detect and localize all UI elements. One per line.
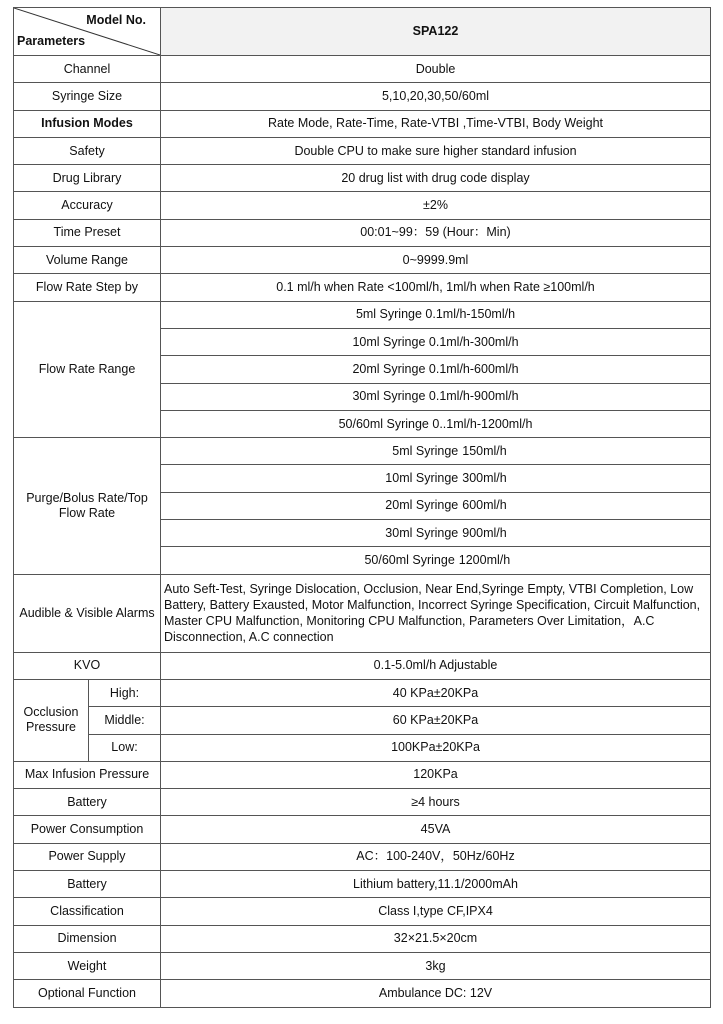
table-row <box>14 952 711 979</box>
row-label: Battery <box>14 871 161 898</box>
table-row <box>14 925 711 952</box>
occlusion-level: Low: <box>89 734 161 761</box>
row-value <box>161 492 711 519</box>
table-row <box>14 438 711 465</box>
row-value: 120KPa <box>161 761 711 788</box>
occlusion-level: High: <box>89 679 161 706</box>
row-value <box>161 438 711 465</box>
table-row <box>14 652 711 679</box>
table-row <box>14 301 711 328</box>
row-value: 50/60ml Syringe 0..1ml/h-1200ml/h <box>161 410 711 437</box>
row-label: Max Infusion Pressure <box>14 761 161 788</box>
spec-table <box>13 7 711 1008</box>
row-value: 0~9999.9ml <box>161 247 711 274</box>
purge-rate: 300ml/h <box>462 471 507 486</box>
table-row <box>14 816 711 843</box>
row-label: Flow Rate Step by <box>14 274 161 301</box>
row-label: Audible & Visible Alarms <box>14 574 161 652</box>
row-label: Flow Rate Range <box>14 301 161 437</box>
purge-syringe: 30ml Syringe <box>385 525 459 540</box>
row-value: 20ml Syringe 0.1ml/h-600ml/h <box>161 356 711 383</box>
row-value: ≥4 hours <box>161 789 711 816</box>
row-value: ±2% <box>161 192 711 219</box>
row-value: Lithium battery,11.1/2000mAh <box>161 871 711 898</box>
occlusion-level: Middle: <box>89 707 161 734</box>
row-label: KVO <box>14 652 161 679</box>
row-value: 5,10,20,30,50/60ml <box>161 83 711 110</box>
row-label: Safety <box>14 137 161 164</box>
table-row <box>14 734 711 761</box>
row-label: Drug Library <box>14 165 161 192</box>
row-value: 45VA <box>161 816 711 843</box>
header-diagonal-cell <box>14 8 161 56</box>
row-value: 60 KPa±20KPa <box>161 707 711 734</box>
row-value: AC：100-240V，50Hz/60Hz <box>161 843 711 870</box>
row-value: 5ml Syringe 0.1ml/h-150ml/h <box>161 301 711 328</box>
table-row <box>14 110 711 137</box>
row-value: 30ml Syringe 0.1ml/h-900ml/h <box>161 383 711 410</box>
table-row <box>14 980 711 1007</box>
purge-rate: 1200ml/h <box>458 552 511 567</box>
table-row <box>14 898 711 925</box>
model-value: SPA122 <box>161 8 711 56</box>
row-value: 3kg <box>161 952 711 979</box>
row-label: Power Consumption <box>14 816 161 843</box>
row-label: Occlusion Pressure <box>14 679 89 761</box>
purge-rate: 600ml/h <box>462 498 507 513</box>
model-no-label: Model No. <box>86 13 146 27</box>
row-value <box>161 520 711 547</box>
row-label: Classification <box>14 898 161 925</box>
row-label: Channel <box>14 56 161 83</box>
row-value <box>161 465 711 492</box>
table-row <box>14 761 711 788</box>
row-value: 00:01~99：59 (Hour：Min) <box>161 219 711 246</box>
row-label: Dimension <box>14 925 161 952</box>
row-label: Accuracy <box>14 192 161 219</box>
row-value: Double CPU to make sure higher standard infusion <box>161 137 711 164</box>
row-value: Double <box>161 56 711 83</box>
purge-syringe: 5ml Syringe <box>392 443 459 458</box>
row-value: Class I,type CF,IPX4 <box>161 898 711 925</box>
table-row <box>14 56 711 83</box>
row-value: 100KPa±20KPa <box>161 734 711 761</box>
row-value: Auto Seft-Test, Syringe Dislocation, Occlusion, Near End,Syringe Empty, VTBI Completion, Low Battery, Battery Exausted, Motor Malfunction, Incorrect Syringe Specification, Circuit Malfunction, Master CPU Malfunction, Monitoring CPU Malfunction, Parameters Over Limitation，A.C Disconnection, A.C connection <box>161 574 711 652</box>
row-label: Infusion Modes <box>14 110 161 137</box>
purge-syringe: 50/60ml Syringe <box>364 552 455 567</box>
row-value: Ambulance DC: 12V <box>161 980 711 1007</box>
row-value: 0.1-5.0ml/h Adjustable <box>161 652 711 679</box>
row-value: 40 KPa±20KPa <box>161 679 711 706</box>
table-row <box>14 871 711 898</box>
purge-rate: 150ml/h <box>462 443 507 458</box>
row-value: 32×21.5×20cm <box>161 925 711 952</box>
row-value: 20 drug list with drug code display <box>161 165 711 192</box>
row-label: Time Preset <box>14 219 161 246</box>
parameters-label: Parameters <box>17 34 86 48</box>
table-row <box>14 247 711 274</box>
row-value: Rate Mode, Rate-Time, Rate-VTBI ,Time-VTBI, Body Weight <box>161 110 711 137</box>
row-label: Battery <box>14 789 161 816</box>
row-label: Power Supply <box>14 843 161 870</box>
spec-table-wrapper <box>13 7 710 1008</box>
row-label: Optional Function <box>14 980 161 1007</box>
row-value <box>161 547 711 574</box>
header-row <box>14 8 711 56</box>
table-row <box>14 137 711 164</box>
table-row <box>14 707 711 734</box>
table-row <box>14 274 711 301</box>
purge-syringe: 10ml Syringe <box>385 471 459 486</box>
table-row <box>14 165 711 192</box>
table-row <box>14 192 711 219</box>
table-row <box>14 219 711 246</box>
row-value: 10ml Syringe 0.1ml/h-300ml/h <box>161 328 711 355</box>
table-row <box>14 679 711 706</box>
purge-syringe: 20ml Syringe <box>385 498 459 513</box>
row-label: Weight <box>14 952 161 979</box>
table-row <box>14 789 711 816</box>
row-label: Volume Range <box>14 247 161 274</box>
table-row <box>14 574 711 652</box>
purge-rate: 900ml/h <box>462 525 507 540</box>
table-row <box>14 843 711 870</box>
row-label: Syringe Size <box>14 83 161 110</box>
row-value: 0.1 ml/h when Rate <100ml/h, 1ml/h when Rate ≥100ml/h <box>161 274 711 301</box>
row-label: Purge/Bolus Rate/Top Flow Rate <box>14 438 161 574</box>
table-row <box>14 83 711 110</box>
